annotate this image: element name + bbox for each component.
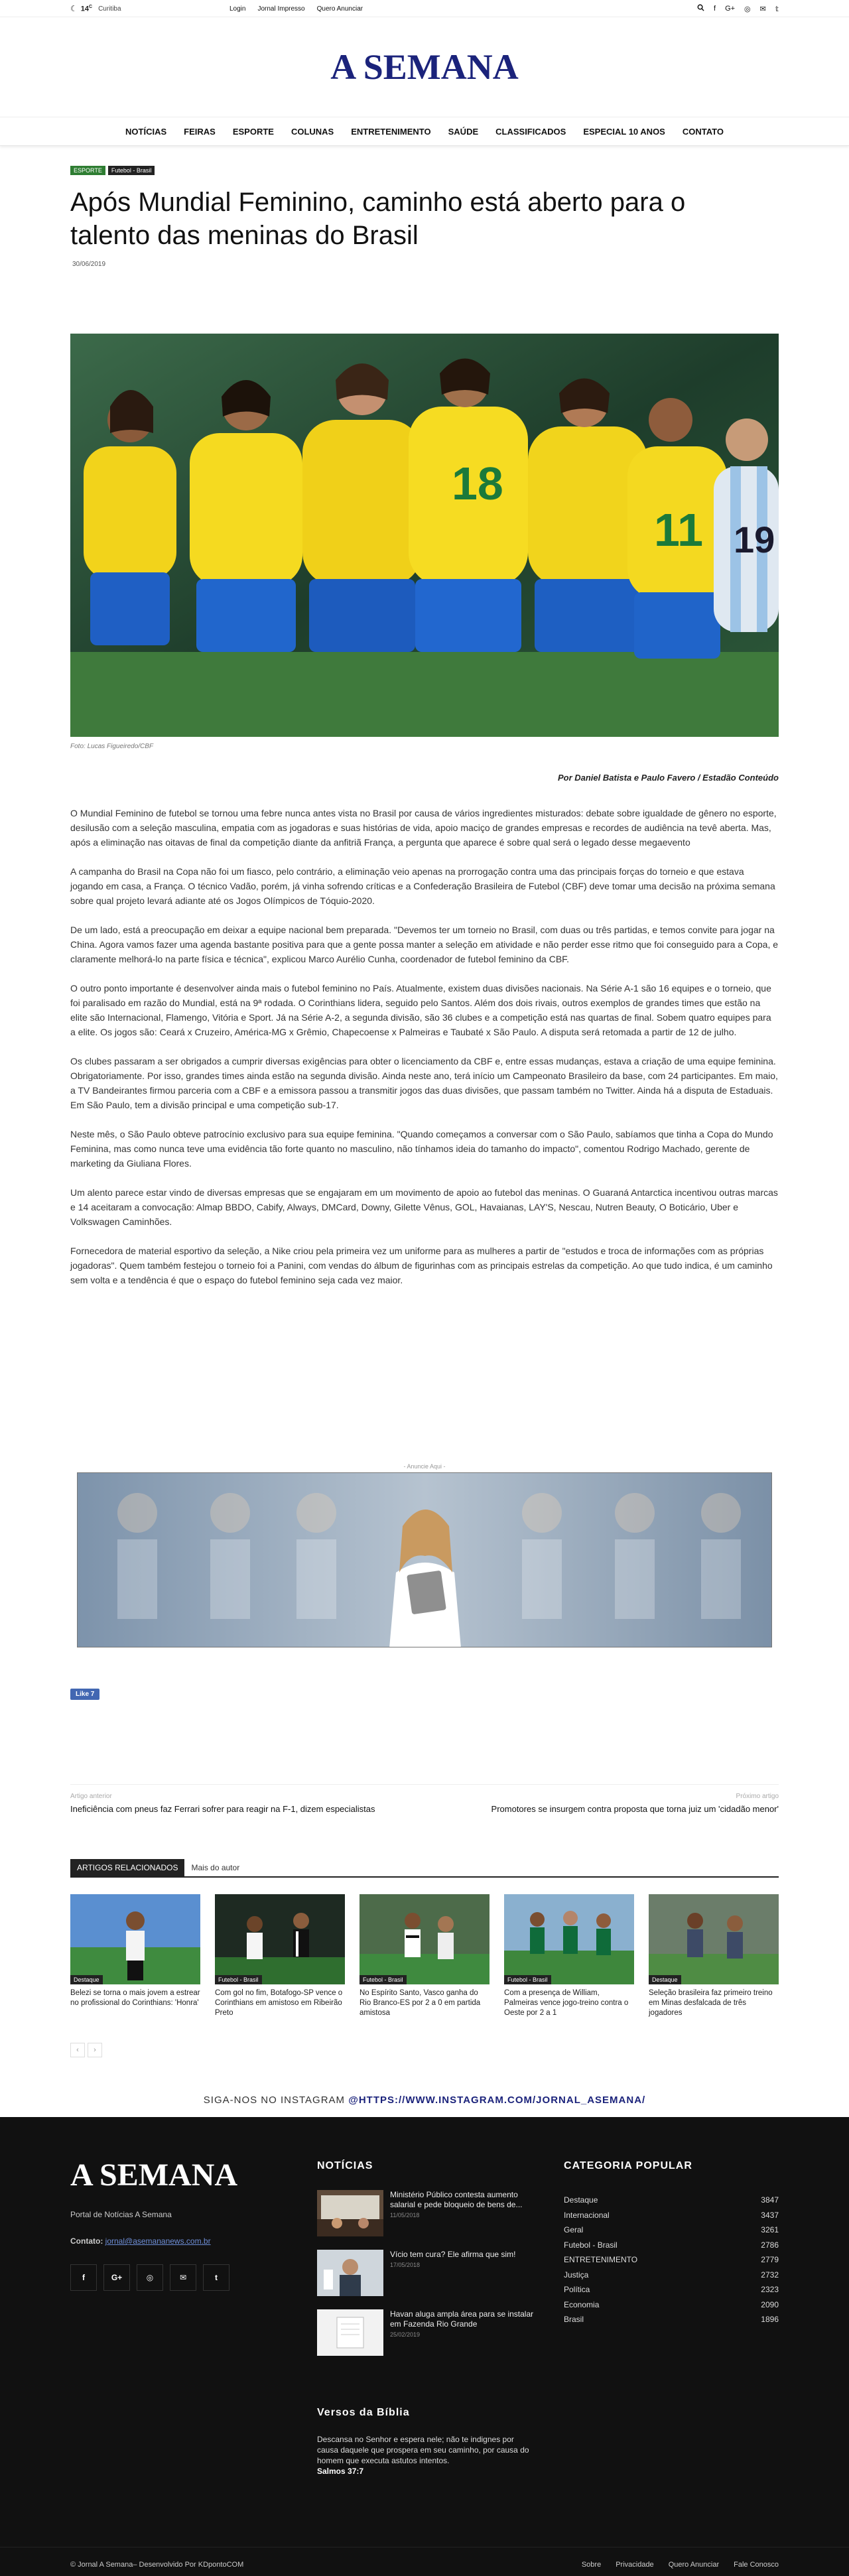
article-body	[70, 806, 779, 1302]
twitter-icon[interactable]: t	[203, 2264, 229, 2291]
next-label: Próximo artigo	[736, 1793, 779, 1800]
site-header	[0, 17, 849, 137]
next-article-link[interactable]	[447, 1793, 779, 1815]
mail-icon[interactable]: ✉	[759, 5, 766, 13]
category-count: 2786	[761, 2240, 779, 2250]
print-edition-link[interactable]: Jornal Impresso	[257, 5, 305, 13]
bible-verse	[317, 2434, 536, 2477]
instagram-icon[interactable]: ◎	[137, 2264, 163, 2291]
related-title[interactable]: No Espírito Santo, Vasco ganha do Rio Branco-ES por 2 a 0 em partida amistosa	[359, 1989, 481, 2017]
related-badge: Futebol - Brasil	[504, 1975, 551, 1984]
instagram-prefix: SIGA-NOS NO INSTAGRAM	[203, 2094, 346, 2106]
footer-news-date: 17/05/2018	[390, 2262, 421, 2268]
instagram-icon[interactable]: ◎	[744, 5, 751, 13]
nav-item-colunas[interactable]: COLUNAS	[291, 126, 334, 137]
footer-bottom-bar	[0, 2547, 849, 2576]
article-paragraph: Um alento parece estar vindo de diversas empresas que se engajaram em um movimento de apoio ao futebol das meninas. O Guaraná Antarctica incentivou outras marcas e 14 aceitaram a convocação: Almap BBDO, Cabify, Always, DMCard, Downy, Gilette Vênus, GOL, Havaianas, LAY'S, Nescau, Nutren Beauty, O Boticário, Uber e Volkswagen Caminhões.	[70, 1187, 778, 1227]
bible-verse-heading: Versos da Bíblia	[317, 2407, 410, 2418]
nav-item-esporte[interactable]: ESPORTE	[232, 126, 274, 137]
google-plus-icon[interactable]: G+	[103, 2264, 130, 2291]
tab-related-articles[interactable]: ARTIGOS RELACIONADOS	[70, 1859, 184, 1876]
footer-news-date: 25/02/2019	[390, 2331, 421, 2338]
category-count: 2779	[761, 2255, 779, 2265]
category-row[interactable]	[564, 2282, 779, 2297]
footer-news-heading: NOTÍCIAS	[317, 2160, 373, 2171]
related-title[interactable]: Com a presença de William, Palmeiras vence jogo-treino contra o Oeste por 2 a 1	[504, 1989, 629, 2017]
category-name[interactable]: Política	[564, 2285, 590, 2295]
related-item[interactable]	[215, 1894, 345, 2018]
related-item[interactable]	[504, 1894, 634, 2018]
svg-text:19: 19	[734, 519, 775, 560]
city-name: Curitiba	[98, 5, 121, 13]
site-footer	[0, 2117, 849, 2576]
instagram-follow	[0, 2094, 849, 2106]
footer-link-contact[interactable]: Fale Conosco	[734, 2561, 779, 2569]
svg-text:11: 11	[654, 504, 703, 556]
related-grid	[70, 1894, 779, 2018]
category-count: 2090	[761, 2299, 779, 2309]
advertisement-banner[interactable]	[77, 1472, 772, 1647]
related-pager	[70, 2043, 102, 2057]
image-caption: Foto: Lucas Figueiredo/CBF	[70, 743, 154, 750]
category-tag-futebol[interactable]: Futebol - Brasil	[108, 166, 155, 175]
instagram-link[interactable]: @HTTPS://WWW.INSTAGRAM.COM/JORNAL_ASEMANA/	[348, 2094, 646, 2106]
mail-icon[interactable]: ✉	[170, 2264, 196, 2291]
category-count: 1896	[761, 2315, 779, 2325]
article-paragraph: A campanha do Brasil na Copa não foi um fiasco, pelo contrário, a eliminação veio apenas na prorrogação contra uma das principais forças do torneio e que estava jogando em casa, a França. O técnico Vadão, porém, já vinha sofrendo críticas e a Confederação Brasileira de Futebol (CBF) deve tomar uma decisão na próxima semana sobre qual projeto levará adiante até os Jogos Olímpicos de Tóquio-2020.	[70, 866, 775, 906]
top-links	[229, 5, 363, 13]
article-paragraph: O Mundial Feminino de futebol se tornou uma febre nunca antes vista no Brasil por causa de vários ingredientes misturados: debate sobre igualdade de gênero no esporte, desilusão com a seleção masculina, empatia com as jogadoras e suas histórias de vida, apoio maciço de grandes empresas e recordes de audiência na tevê aberta. Mas, após a eliminação nas oitavas de final da competição diante da anfitriã França, a pergunta que aparece é sobre qual será o legado desse megaevento	[70, 808, 777, 848]
weather-widget	[70, 4, 229, 13]
article-paragraph: De um lado, está a preocupação em deixar a equipe nacional bem preparada. "Devemos ter um torneio no Brasil, com duas ou três partidas, e temos convite para jogar na China. Agora vamos fazer uma agenda bastante positiva para que a gente possa manter a seleção em atividade e não perder esse ritmo que foi conseguido para a Copa, e claramente melhorá-lo na parte física e técnica", explicou Marco Aurélio Cunha, coordenador de futebol feminino da CBF.	[70, 925, 779, 964]
related-tabs	[70, 1860, 779, 1878]
svg-text:18: 18	[452, 458, 503, 509]
nav-item-entretenimento[interactable]: ENTRETENIMENTO	[351, 126, 431, 137]
category-row[interactable]	[564, 2208, 779, 2223]
category-name[interactable]: ENTRETENIMENTO	[564, 2255, 638, 2265]
category-row[interactable]	[564, 2297, 779, 2313]
related-title[interactable]: Com gol no fim, Botafogo-SP vence o Corinthians em amistoso em Ribeirão Preto	[215, 1989, 343, 2017]
category-name[interactable]: Internacional	[564, 2210, 610, 2220]
category-row[interactable]	[564, 2222, 779, 2238]
related-thumbnail[interactable]	[215, 1894, 345, 1984]
category-count: 2732	[761, 2270, 779, 2280]
footer-logo[interactable]: A SEMANA	[70, 2157, 238, 2193]
related-thumbnail[interactable]	[504, 1894, 634, 1984]
footer-news-thumbnail[interactable]	[317, 2309, 383, 2356]
related-title[interactable]: Belezi se torna o mais jovem a estrear no profissional do Corinthians: 'Honra'	[70, 1989, 200, 2007]
footer-link-advertise[interactable]: Quero Anunciar	[668, 2561, 720, 2569]
footer-news-list	[317, 2190, 536, 2369]
related-thumbnail[interactable]	[359, 1894, 490, 1984]
article-paragraph: O outro ponto importante é desenvolver ainda mais o futebol feminino no País. Atualmente, existem duas divisões nacionais. Na Série A-1 são 16 equipes e o torneio, que foi paralisado em razão do Mundial, está na 9ª rodada. O Corinthians lidera, seguido pelo Santos. Além dos dois rivais, outros exemplos de grandes times que estão na elite são Internacional, Flamengo, Vitória e Sport. Já na Série A-2, a segunda divisão, são 36 clubes e a competição está nas quartas de final. Sobem quatro equipes para a elite. Os jogos são: Ceará x Cruzeiro, América-MG x Grêmio, Chapecoense x Palmeiras e Taubaté x São Paulo. A disputa será retomada a partir de 12 de julho.	[70, 983, 771, 1037]
contact-email-link[interactable]: jornal@asemananews.com.br	[105, 2236, 211, 2246]
category-name[interactable]: Geral	[564, 2225, 584, 2235]
ad-label: - Anuncie Aqui -	[403, 1463, 446, 1470]
category-count: 3261	[761, 2225, 779, 2235]
footer-news-item[interactable]	[317, 2190, 536, 2238]
article-byline: Por Daniel Batista e Paulo Favero / Estadão Conteúdo	[557, 773, 779, 783]
featured-image	[70, 334, 779, 737]
article-date: 30/06/2019	[72, 261, 106, 268]
tab-more-from-author[interactable]: Mais do autor	[191, 1863, 240, 1872]
related-item[interactable]	[649, 1894, 779, 2018]
login-link[interactable]: Login	[229, 5, 246, 13]
nav-item-feiras[interactable]: FEIRAS	[184, 126, 216, 137]
article-paragraph: Fornecedora de material esportivo da seleção, a Nike criou pela primeira vez um uniforme para as mulheres a partir de "estudos e troca de informações com as próprias jogadoras". Quem também festejou o torneio foi a Panini, com vendas do álbum de figurinhas com as principais estrelas da competição. Ao que tudo indica, é um caminho sem volta e a tendência é que o espaço do futebol feminino seja cada vez maior.	[70, 1246, 773, 1285]
post-navigation	[70, 1784, 779, 1824]
category-name[interactable]: Justiça	[564, 2270, 589, 2280]
footer-contact	[70, 2236, 211, 2246]
related-badge: Destaque	[70, 1975, 103, 1984]
nav-item-classificados[interactable]: CLASSIFICADOS	[495, 126, 566, 137]
pager-next-button[interactable]: ›	[88, 2043, 102, 2057]
footer-links	[582, 2561, 779, 2569]
category-count: 2323	[761, 2285, 779, 2295]
temperature: $14^C$	[80, 4, 93, 13]
related-item[interactable]	[70, 1894, 200, 2018]
previous-label: Artigo anterior	[70, 1793, 112, 1800]
advertise-link[interactable]: Quero Anunciar	[316, 5, 363, 13]
twitter-icon[interactable]: 𝕥	[775, 5, 779, 13]
category-name[interactable]: Brasil	[564, 2315, 584, 2325]
copyright: © Jornal A Semana– Desenvolvido Por KDpontoCOM	[70, 2561, 244, 2569]
bible-verse-text: Descansa no Senhor e espera nele; não te indignes por causa daquele que prospera em seu caminho, por causa do homem que executa astutos intentos.	[317, 2435, 529, 2465]
top-bar	[0, 0, 849, 17]
category-count: 3847	[761, 2195, 779, 2205]
facebook-icon[interactable]: f	[714, 5, 716, 13]
related-thumbnail[interactable]	[70, 1894, 200, 1984]
footer-news-item[interactable]	[317, 2309, 536, 2357]
facebook-icon[interactable]: f	[70, 2264, 97, 2291]
facebook-like-button[interactable]: Like 7	[70, 1689, 99, 1700]
footer-news-title[interactable]: Havan aluga ampla área para se instalar em Fazenda Rio Grande	[390, 2309, 534, 2329]
category-name[interactable]: Futebol - Brasil	[564, 2240, 618, 2250]
nav-item-contato[interactable]: CONTATO	[682, 126, 724, 137]
bible-verse-reference: Salmos 37:7	[317, 2467, 364, 2476]
footer-news-thumbnail[interactable]	[317, 2190, 383, 2236]
main-nav	[0, 117, 849, 146]
related-badge: Futebol - Brasil	[215, 1975, 262, 1984]
category-row[interactable]	[564, 2193, 779, 2208]
footer-news-title[interactable]: Vício tem cura? Ele afirma que sim!	[390, 2250, 516, 2259]
search-icon[interactable]	[697, 4, 704, 13]
footer-news-title[interactable]: Ministério Público contesta aumento salarial e pede bloqueio de bens de...	[390, 2190, 523, 2209]
category-count: 3437	[761, 2210, 779, 2220]
footer-social	[70, 2264, 229, 2291]
pager-prev-button[interactable]: ‹	[70, 2043, 85, 2057]
category-tag-esporte[interactable]: ESPORTE	[70, 166, 105, 175]
category-row[interactable]	[564, 2312, 779, 2327]
contact-label: Contato:	[70, 2236, 103, 2246]
category-row[interactable]	[564, 2252, 779, 2268]
next-title[interactable]: Promotores se insurgem contra proposta que torna juiz um 'cidadão menor'	[491, 1804, 779, 1814]
category-row[interactable]	[564, 2238, 779, 2253]
google-plus-icon[interactable]: G+	[725, 5, 736, 13]
related-thumbnail[interactable]	[649, 1894, 779, 1984]
footer-news-thumbnail[interactable]	[317, 2250, 383, 2296]
footer-news-date: 11/05/2018	[390, 2212, 420, 2219]
footer-category-list	[564, 2193, 779, 2327]
nav-item-saude[interactable]: SAÚDE	[448, 126, 479, 137]
nav-item-noticias[interactable]: NOTÍCIAS	[125, 126, 167, 137]
footer-news-item[interactable]	[317, 2250, 536, 2297]
previous-article-link[interactable]	[70, 1793, 382, 1815]
top-icons	[697, 4, 779, 13]
article-title: Após Mundial Feminino, caminho está aberto para o talento das meninas do Brasil	[70, 188, 686, 250]
footer-about: Portal de Notícias A Semana	[70, 2210, 172, 2219]
article-paragraph: Neste mês, o São Paulo obteve patrocínio exclusivo para sua equipe feminina. "Quando começamos a conversar com o São Paulo, sabíamos que tinha a Copa do Mundo Feminina, mas como nunca teve uma evidência tão forte quanto no masculino, não tínhamos ideia do tamanho do impacto", comentou Rodrigo Machado, gerente de marketing da Giuliana Flores.	[70, 1129, 773, 1169]
article-paragraph: Os clubes passaram a ser obrigados a cumprir diversas exigências para obter o licenciamento da CBF e, entre essas mudanças, estava a criação de uma equipe feminina. Obrigatoriamente. Por isso, grandes times ainda estão na segunda divisão. Ainda neste ano, terá início um Campeonato Brasileiro da base, com 24 participantes. Em maio, a TV Bandeirantes firmou parceria com a CBF e a emissora passou a transmitir jogos das duas divisões, que passam também no Twitter. Ainda há a disputa de Estaduais. Em São Paulo, tem a divisão principal e uma competição sub-17.	[70, 1056, 778, 1110]
category-name[interactable]: Destaque	[564, 2195, 598, 2205]
related-badge: Destaque	[649, 1975, 681, 1984]
previous-title[interactable]: Ineficiência com pneus faz Ferrari sofrer para reagir na F-1, dizem especialistas	[70, 1804, 375, 1814]
category-row[interactable]	[564, 2268, 779, 2283]
related-title[interactable]: Seleção brasileira faz primeiro treino em Minas desfalcada de três jogadores	[649, 1989, 773, 2017]
related-item[interactable]	[359, 1894, 490, 2018]
footer-category-heading: CATEGORIA POPULAR	[564, 2160, 692, 2171]
moon-icon: ☾	[70, 4, 78, 13]
related-badge: Futebol - Brasil	[359, 1975, 407, 1984]
category-name[interactable]: Economia	[564, 2299, 600, 2309]
article-categories	[70, 166, 155, 175]
site-logo[interactable]: A SEMANA	[330, 47, 519, 87]
footer-link-about[interactable]: Sobre	[581, 2561, 602, 2569]
footer-link-privacy[interactable]: Privacidade	[616, 2561, 654, 2569]
nav-item-especial[interactable]: ESPECIAL 10 ANOS	[583, 126, 665, 137]
